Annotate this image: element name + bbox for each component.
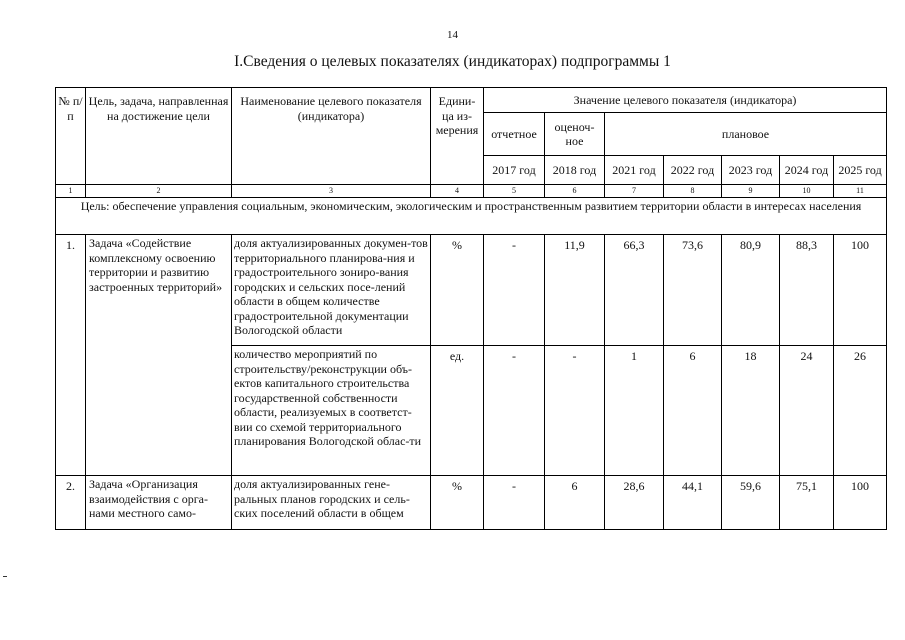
table-row: [56, 476, 887, 530]
header-indicator-name: Наименование целевого показателя (индикатора): [232, 88, 431, 185]
value-cell: -: [484, 235, 545, 346]
column-number: 6: [545, 185, 605, 198]
task-text: Задача «Организация взаимодействия с орга-нами местного само-: [86, 476, 232, 530]
column-number: 7: [605, 185, 664, 198]
header-num: № п/п: [56, 88, 86, 185]
value-cell: 44,1: [664, 476, 722, 530]
indicator-name: доля актуализированных гене-ральных планов городских и сель-ских поселений области в общем: [232, 476, 431, 530]
indicator-unit: %: [431, 476, 484, 530]
document-title: I.Сведения о целевых показателях (индикаторах) подпрограммы 1: [234, 53, 671, 70]
header-goal-task: Цель, задача, направленная на достижение цели: [86, 88, 232, 185]
value-cell: 100: [834, 235, 887, 346]
year-cell: 2018 год: [545, 156, 605, 185]
edge-mark: [3, 576, 7, 577]
indicator-unit: %: [431, 235, 484, 346]
header-row-1: [56, 88, 887, 113]
page-number: 14: [447, 29, 458, 41]
value-cell: -: [484, 346, 545, 476]
year-cell: 2021 год: [605, 156, 664, 185]
table-row: [56, 235, 887, 346]
value-cell: 59,6: [722, 476, 780, 530]
column-number: 10: [780, 185, 834, 198]
column-number: 3: [232, 185, 431, 198]
column-numbers-row: [56, 185, 887, 198]
value-cell: 26: [834, 346, 887, 476]
value-cell: 28,6: [605, 476, 664, 530]
header-value-group: Значение целевого показателя (индикатора): [484, 88, 887, 113]
value-cell: 100: [834, 476, 887, 530]
year-cell: 2023 год: [722, 156, 780, 185]
header-reported: отчетное: [484, 113, 545, 156]
value-cell: 1: [605, 346, 664, 476]
value-cell: 75,1: [780, 476, 834, 530]
indicators-table: [55, 87, 887, 530]
column-number: 1: [56, 185, 86, 198]
column-number: 9: [722, 185, 780, 198]
goal-row: [56, 198, 887, 235]
value-cell: -: [484, 476, 545, 530]
value-cell: 6: [664, 346, 722, 476]
year-cell: 2024 год: [780, 156, 834, 185]
header-planned: плановое: [605, 113, 887, 156]
value-cell: 80,9: [722, 235, 780, 346]
indicator-unit: ед.: [431, 346, 484, 476]
indicator-name: доля актуализированных докумен-тов территориального планирова-ния и градостроительного зониро-вания городских и сельских посе-лений области в общем количестве градостроительной документации Вологодской области: [232, 235, 431, 346]
value-cell: 18: [722, 346, 780, 476]
value-cell: 24: [780, 346, 834, 476]
header-unit: Едини-ца из-мерения: [431, 88, 484, 185]
column-number: 2: [86, 185, 232, 198]
value-cell: 6: [545, 476, 605, 530]
value-cell: 88,3: [780, 235, 834, 346]
header-estimated: оценоч-ное: [545, 113, 605, 156]
value-cell: 11,9: [545, 235, 605, 346]
row-number: 1.: [56, 235, 86, 476]
column-number: 8: [664, 185, 722, 198]
column-number: 4: [431, 185, 484, 198]
column-number: 5: [484, 185, 545, 198]
year-cell: 2025 год: [834, 156, 887, 185]
row-number: 2.: [56, 476, 86, 530]
value-cell: 73,6: [664, 235, 722, 346]
indicator-name: количество мероприятий по строительству/реконструкции объ-ектов капитального строительства государственной собственности области, реализуемых в соответст-вии со схемой территориального планирования Вологодской облас-ти: [232, 346, 431, 476]
year-cell: 2017 год: [484, 156, 545, 185]
year-cell: 2022 год: [664, 156, 722, 185]
value-cell: -: [545, 346, 605, 476]
goal-text: Цель: обеспечение управления социальным, экономическим, экологическим и пространственным развитием территории области в интересах населения: [56, 198, 887, 235]
column-number: 11: [834, 185, 887, 198]
value-cell: 66,3: [605, 235, 664, 346]
task-text: Задача «Содействие комплексному освоению территории и развитию застроенных территорий»: [86, 235, 232, 476]
